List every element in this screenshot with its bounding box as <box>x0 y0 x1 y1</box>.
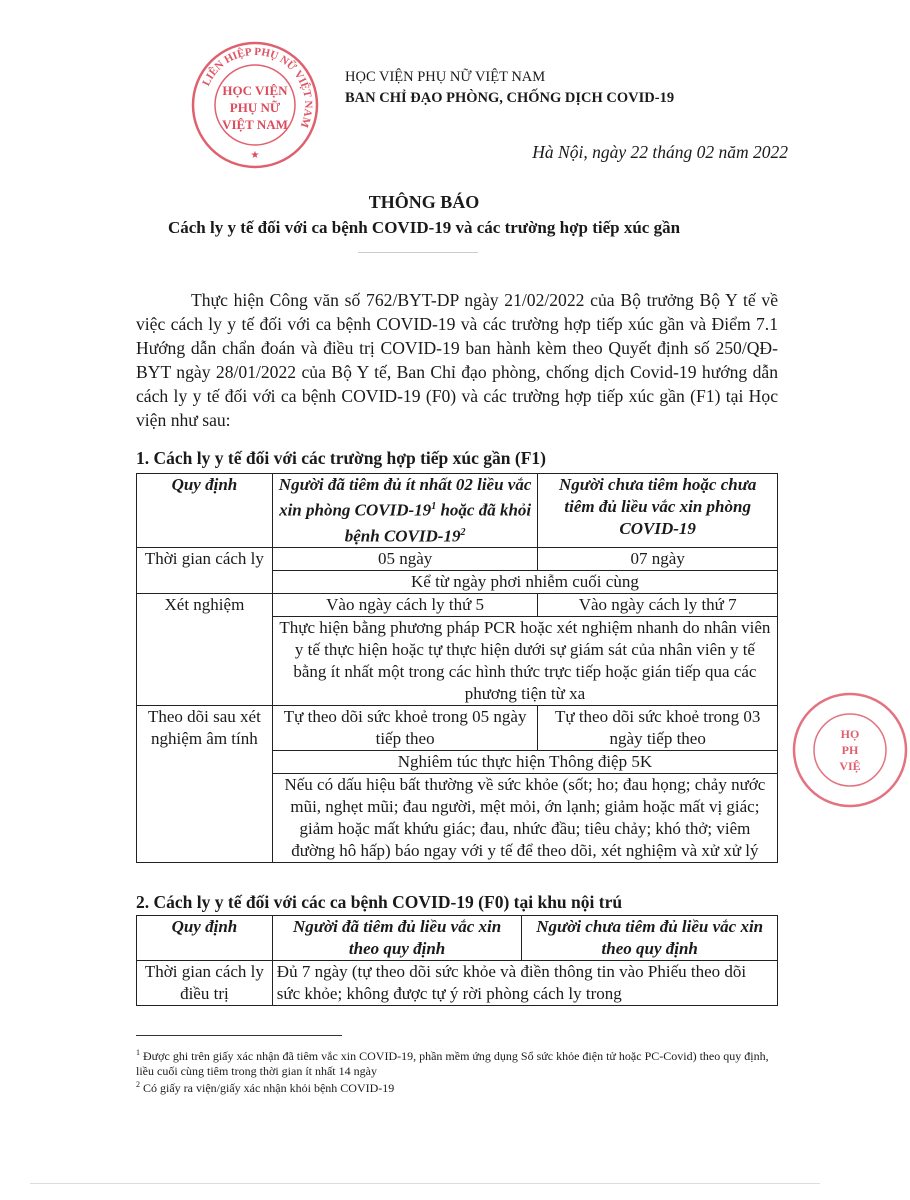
col-unvaccinated: Người chưa tiêm hoặc chưa tiêm đủ liều vắc xin phòng COVID-19 <box>538 474 778 548</box>
divider <box>358 252 478 253</box>
document-title: THÔNG BÁO <box>368 192 480 212</box>
committee-name: BAN CHỈ ĐẠO PHÒNG, CHỐNG DỊCH COVID-19 <box>345 90 675 106</box>
document-date: Hà Nội, ngày 22 tháng 02 năm 2022 <box>532 142 788 162</box>
svg-text:LIÊN HIỆP PHỤ NỮ VIỆT NAM: LIÊN HIỆP PHỤ NỮ VIỆT NAM <box>200 45 315 130</box>
row-label: Theo dõi sau xét nghiệm âm tính <box>137 706 273 863</box>
svg-text:HỌC VIỆN: HỌC VIỆN <box>222 83 288 98</box>
row-label: Xét nghiệm <box>137 594 273 706</box>
document-subtitle: Cách ly y tế đối với ca bệnh COVID-19 và các trường hợp tiếp xúc gần <box>167 218 681 237</box>
table-cell: Kể từ ngày phơi nhiễm cuối cùng <box>272 571 777 594</box>
col-vaccinated: Người đã tiêm đủ ít nhất 02 liều vắc xin phòng COVID-$19^1$ hoặc đã khỏi bệnh COVID-$19^2$ <box>272 474 538 548</box>
section1-heading: 1. Cách ly y tế đối với các trường hợp tiếp xúc gần (F1) <box>136 448 546 468</box>
table-row <box>137 548 778 571</box>
svg-text:PHỤ NỮ: PHỤ NỮ <box>229 100 281 115</box>
table-cell: Tự theo dõi sức khoẻ trong 03 ngày tiếp theo <box>538 706 778 751</box>
col-unvaccinated: Người chưa tiêm đủ liều vắc xin theo quy định <box>522 916 778 961</box>
svg-text:★: ★ <box>250 150 260 161</box>
section2-heading: 2. Cách ly y tế đối với các ca bệnh COVID-19 (F0) tại khu nội trú <box>136 892 623 912</box>
table-cell: Đủ 7 ngày (tự theo dõi sức khỏe và điền thông tin vào Phiếu theo dõi sức khỏe; không được tự ý rời phòng cách ly trong <box>272 961 777 1006</box>
table-header-row <box>137 916 778 961</box>
org-name: HỌC VIỆN PHỤ NỮ VIỆT NAM <box>345 69 546 85</box>
table-cell: Tự theo dõi sức khoẻ trong 05 ngày tiếp theo <box>272 706 538 751</box>
footnote-2: $^2$ Có giấy ra viện/giấy xác nhận khỏi bệnh COVID-19 <box>136 1080 395 1095</box>
col-vaccinated: Người đã tiêm đủ liều vắc xin theo quy định <box>272 916 522 961</box>
f0-isolation-table <box>136 915 778 1006</box>
svg-text:VIỆ: VIỆ <box>839 759 861 773</box>
footnote-1: $^1$ Được ghi trên giấy xác nhận đã tiêm vắc xin COVID-19, phần mềm ứng dụng Sổ sức khỏe điện tử hoặc PC-Covid) theo quy định, liều cuối cùng tiêm trong thời gian ít nhất 14 ngày <box>136 1048 769 1078</box>
issuing-organization <box>345 67 674 109</box>
table-cell: Vào ngày cách ly thứ 5 <box>272 594 538 617</box>
col-rule: Quy định <box>137 916 273 961</box>
official-seal <box>190 40 320 170</box>
page-edge-line <box>30 1183 820 1184</box>
svg-text:PH: PH <box>841 743 859 757</box>
row-label: Thời gian cách ly điều trị <box>137 961 273 1006</box>
table-cell: Thực hiện bằng phương pháp PCR hoặc xét nghiệm nhanh do nhân viên y tế thực hiện hoặc tự thực hiện dưới sự giám sát của nhân viên y tế bằng ít nhất một trong các hình thức trực tiếp hoặc gián tiếp qua các phương tiện từ xa <box>272 617 777 706</box>
footnote-divider <box>136 1035 342 1036</box>
table-row <box>137 961 778 1006</box>
table-cell: 07 ngày <box>538 548 778 571</box>
table-cell: Vào ngày cách ly thứ 7 <box>538 594 778 617</box>
table-cell: 05 ngày <box>272 548 538 571</box>
table-row <box>137 594 778 617</box>
official-seal-partial <box>790 690 910 810</box>
svg-text:HỌ: HỌ <box>840 727 860 741</box>
table-row <box>137 706 778 751</box>
table-cell: Nghiêm túc thực hiện Thông điệp 5K <box>272 751 777 774</box>
col-rule: Quy định <box>137 474 273 548</box>
table-cell: Nếu có dấu hiệu bất thường về sức khỏe (sốt; ho; đau họng; chảy nước mũi, nghẹt mũi; đau người, mệt mỏi, ớn lạnh; giảm hoặc mất vị giác; giảm hoặc mất khứu giác; đau, nhức đầu; tiêu chảy; khó thở; viêm đường hô hấp) báo ngay với y tế để theo dõi, xét nghiệm và xử xử lý <box>272 774 777 863</box>
table-header-row <box>137 474 778 548</box>
svg-text:VIỆT NAM: VIỆT NAM <box>222 117 288 132</box>
f1-isolation-table <box>136 473 778 863</box>
intro-paragraph: Thực hiện Công văn số 762/BYT-DP ngày 21/02/2022 của Bộ trưởng Bộ Y tế về việc cách ly y tế đối với ca bệnh COVID-19 và các trường hợp tiếp xúc gần và Điểm 7.1 Hướng dẫn chẩn đoán và điều trị COVID-19 ban hành kèm theo Quyết định số 250/QĐ-BYT ngày 28/01/2022 của Bộ Y tế, Ban Chỉ đạo phòng, chống dịch Covid-19 hướng dẫn cách ly y tế đối với ca bệnh COVID-19 (F0) và các trường hợp tiếp xúc gần (F1) tại Học viện như sau: <box>136 290 778 430</box>
row-label: Thời gian cách ly <box>137 548 273 594</box>
